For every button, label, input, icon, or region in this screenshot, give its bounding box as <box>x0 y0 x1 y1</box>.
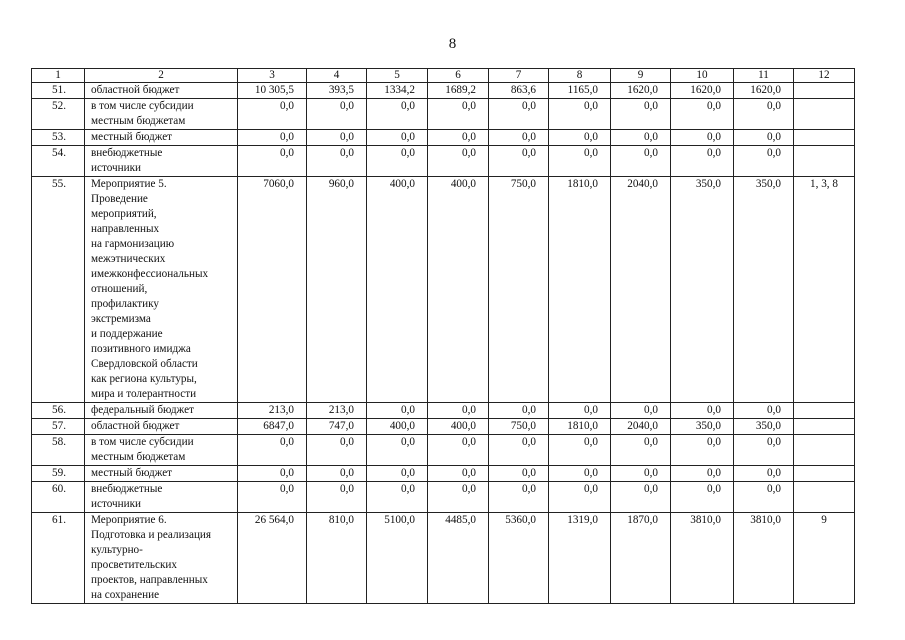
amount-cell: 400,0 <box>428 177 489 403</box>
column-number-header: 7 <box>489 69 549 83</box>
amount-cell: 1620,0 <box>734 83 794 99</box>
row-number-cell: 51. <box>32 83 85 99</box>
target-indicators-cell <box>794 99 855 130</box>
amount-cell: 0,0 <box>489 482 549 513</box>
amount-cell: 350,0 <box>734 177 794 403</box>
amount-cell: 0,0 <box>428 466 489 482</box>
amount-cell: 0,0 <box>367 403 428 419</box>
budget-table <box>31 68 855 604</box>
amount-cell: 0,0 <box>367 130 428 146</box>
amount-cell: 0,0 <box>428 482 489 513</box>
amount-cell: 1620,0 <box>671 83 734 99</box>
amount-cell: 350,0 <box>671 419 734 435</box>
target-indicators-cell: 9 <box>794 513 855 604</box>
amount-cell: 0,0 <box>734 403 794 419</box>
table-row <box>32 482 855 513</box>
amount-cell: 1334,2 <box>367 83 428 99</box>
amount-cell: 1689,2 <box>428 83 489 99</box>
amount-cell: 213,0 <box>238 403 307 419</box>
amount-cell: 0,0 <box>307 435 367 466</box>
amount-cell: 0,0 <box>671 466 734 482</box>
amount-cell: 0,0 <box>367 146 428 177</box>
amount-cell: 400,0 <box>367 177 428 403</box>
amount-cell: 0,0 <box>611 482 671 513</box>
amount-cell: 0,0 <box>307 99 367 130</box>
table-row <box>32 466 855 482</box>
column-number-header: 5 <box>367 69 428 83</box>
amount-cell: 960,0 <box>307 177 367 403</box>
row-number-cell: 55. <box>32 177 85 403</box>
amount-cell: 5100,0 <box>367 513 428 604</box>
table-row <box>32 177 855 403</box>
row-number-cell: 61. <box>32 513 85 604</box>
amount-cell: 0,0 <box>549 130 611 146</box>
amount-cell: 750,0 <box>489 419 549 435</box>
amount-cell: 350,0 <box>671 177 734 403</box>
row-description-cell: местный бюджет <box>85 130 238 146</box>
amount-cell: 0,0 <box>489 146 549 177</box>
row-description-cell: областной бюджет <box>85 83 238 99</box>
row-number-cell: 60. <box>32 482 85 513</box>
row-description-cell: федеральный бюджет <box>85 403 238 419</box>
row-description-cell: Мероприятие 6. Подготовка и реализация культурно- просветительских проектов, направленных на сохранение <box>85 513 238 604</box>
table-row <box>32 513 855 604</box>
column-number-header: 10 <box>671 69 734 83</box>
amount-cell: 400,0 <box>367 419 428 435</box>
amount-cell: 0,0 <box>489 466 549 482</box>
row-description-cell: областной бюджет <box>85 419 238 435</box>
amount-cell: 3810,0 <box>734 513 794 604</box>
column-number-header: 9 <box>611 69 671 83</box>
amount-cell: 0,0 <box>734 435 794 466</box>
amount-cell: 863,6 <box>489 83 549 99</box>
amount-cell: 0,0 <box>428 146 489 177</box>
row-number-cell: 59. <box>32 466 85 482</box>
row-description-cell: внебюджетные источники <box>85 146 238 177</box>
column-number-header: 12 <box>794 69 855 83</box>
amount-cell: 0,0 <box>734 99 794 130</box>
column-number-header: 8 <box>549 69 611 83</box>
amount-cell: 0,0 <box>367 435 428 466</box>
column-number-header-row <box>32 69 855 83</box>
amount-cell: 0,0 <box>671 99 734 130</box>
table-row <box>32 403 855 419</box>
amount-cell: 0,0 <box>428 435 489 466</box>
amount-cell: 0,0 <box>489 435 549 466</box>
amount-cell: 0,0 <box>671 435 734 466</box>
amount-cell: 0,0 <box>307 130 367 146</box>
amount-cell: 2040,0 <box>611 419 671 435</box>
amount-cell: 5360,0 <box>489 513 549 604</box>
table-row <box>32 83 855 99</box>
target-indicators-cell: 1, 3, 8 <box>794 177 855 403</box>
table-row <box>32 130 855 146</box>
amount-cell: 0,0 <box>489 99 549 130</box>
target-indicators-cell <box>794 482 855 513</box>
amount-cell: 6847,0 <box>238 419 307 435</box>
table-row <box>32 146 855 177</box>
amount-cell: 1810,0 <box>549 419 611 435</box>
amount-cell: 1620,0 <box>611 83 671 99</box>
target-indicators-cell <box>794 130 855 146</box>
amount-cell: 0,0 <box>367 482 428 513</box>
amount-cell: 1810,0 <box>549 177 611 403</box>
column-number-header: 11 <box>734 69 794 83</box>
row-number-cell: 54. <box>32 146 85 177</box>
row-number-cell: 52. <box>32 99 85 130</box>
column-number-header: 1 <box>32 69 85 83</box>
amount-cell: 0,0 <box>671 146 734 177</box>
amount-cell: 0,0 <box>734 482 794 513</box>
amount-cell: 810,0 <box>307 513 367 604</box>
target-indicators-cell <box>794 403 855 419</box>
amount-cell: 0,0 <box>489 130 549 146</box>
amount-cell: 0,0 <box>671 482 734 513</box>
target-indicators-cell <box>794 435 855 466</box>
amount-cell: 0,0 <box>611 435 671 466</box>
amount-cell: 0,0 <box>549 435 611 466</box>
amount-cell: 0,0 <box>549 403 611 419</box>
amount-cell: 4485,0 <box>428 513 489 604</box>
amount-cell: 0,0 <box>611 466 671 482</box>
amount-cell: 1165,0 <box>549 83 611 99</box>
amount-cell: 0,0 <box>549 466 611 482</box>
column-number-header: 4 <box>307 69 367 83</box>
amount-cell: 0,0 <box>367 466 428 482</box>
amount-cell: 0,0 <box>489 403 549 419</box>
amount-cell: 0,0 <box>307 482 367 513</box>
amount-cell: 0,0 <box>238 435 307 466</box>
amount-cell: 350,0 <box>734 419 794 435</box>
amount-cell: 10 305,5 <box>238 83 307 99</box>
amount-cell: 0,0 <box>238 482 307 513</box>
target-indicators-cell <box>794 146 855 177</box>
amount-cell: 0,0 <box>238 99 307 130</box>
amount-cell: 0,0 <box>734 466 794 482</box>
amount-cell: 1319,0 <box>549 513 611 604</box>
amount-cell: 0,0 <box>307 146 367 177</box>
amount-cell: 7060,0 <box>238 177 307 403</box>
target-indicators-cell <box>794 466 855 482</box>
amount-cell: 0,0 <box>307 466 367 482</box>
page-number: 8 <box>448 36 457 52</box>
row-description-cell: в том числе субсидии местным бюджетам <box>85 99 238 130</box>
row-number-cell: 58. <box>32 435 85 466</box>
amount-cell: 0,0 <box>611 130 671 146</box>
amount-cell: 0,0 <box>367 99 428 130</box>
column-number-header: 6 <box>428 69 489 83</box>
amount-cell: 0,0 <box>238 146 307 177</box>
amount-cell: 0,0 <box>549 146 611 177</box>
target-indicators-cell <box>794 419 855 435</box>
row-description-cell: Мероприятие 5. Проведение мероприятий, направленных на гармонизацию межэтнических имежконфессиональных отношений, профилактику экстремизма и поддержание позитивного имиджа Свердловской области как региона культуры, мира и толерантности <box>85 177 238 403</box>
amount-cell: 0,0 <box>671 130 734 146</box>
amount-cell: 213,0 <box>307 403 367 419</box>
amount-cell: 2040,0 <box>611 177 671 403</box>
row-description-cell: местный бюджет <box>85 466 238 482</box>
amount-cell: 0,0 <box>238 130 307 146</box>
amount-cell: 1870,0 <box>611 513 671 604</box>
amount-cell: 0,0 <box>611 403 671 419</box>
amount-cell: 400,0 <box>428 419 489 435</box>
amount-cell: 0,0 <box>671 403 734 419</box>
table-row <box>32 435 855 466</box>
amount-cell: 0,0 <box>428 99 489 130</box>
amount-cell: 0,0 <box>734 146 794 177</box>
row-description-cell: внебюджетные источники <box>85 482 238 513</box>
amount-cell: 747,0 <box>307 419 367 435</box>
amount-cell: 26 564,0 <box>238 513 307 604</box>
amount-cell: 393,5 <box>307 83 367 99</box>
amount-cell: 0,0 <box>549 482 611 513</box>
amount-cell: 0,0 <box>611 146 671 177</box>
amount-cell: 0,0 <box>611 99 671 130</box>
amount-cell: 0,0 <box>428 130 489 146</box>
row-description-cell: в том числе субсидии местным бюджетам <box>85 435 238 466</box>
row-number-cell: 53. <box>32 130 85 146</box>
row-number-cell: 57. <box>32 419 85 435</box>
row-number-cell: 56. <box>32 403 85 419</box>
column-number-header: 3 <box>238 69 307 83</box>
table-row <box>32 419 855 435</box>
table-row <box>32 99 855 130</box>
amount-cell: 3810,0 <box>671 513 734 604</box>
amount-cell: 750,0 <box>489 177 549 403</box>
amount-cell: 0,0 <box>549 99 611 130</box>
column-number-header: 2 <box>85 69 238 83</box>
amount-cell: 0,0 <box>428 403 489 419</box>
target-indicators-cell <box>794 83 855 99</box>
amount-cell: 0,0 <box>238 466 307 482</box>
amount-cell: 0,0 <box>734 130 794 146</box>
